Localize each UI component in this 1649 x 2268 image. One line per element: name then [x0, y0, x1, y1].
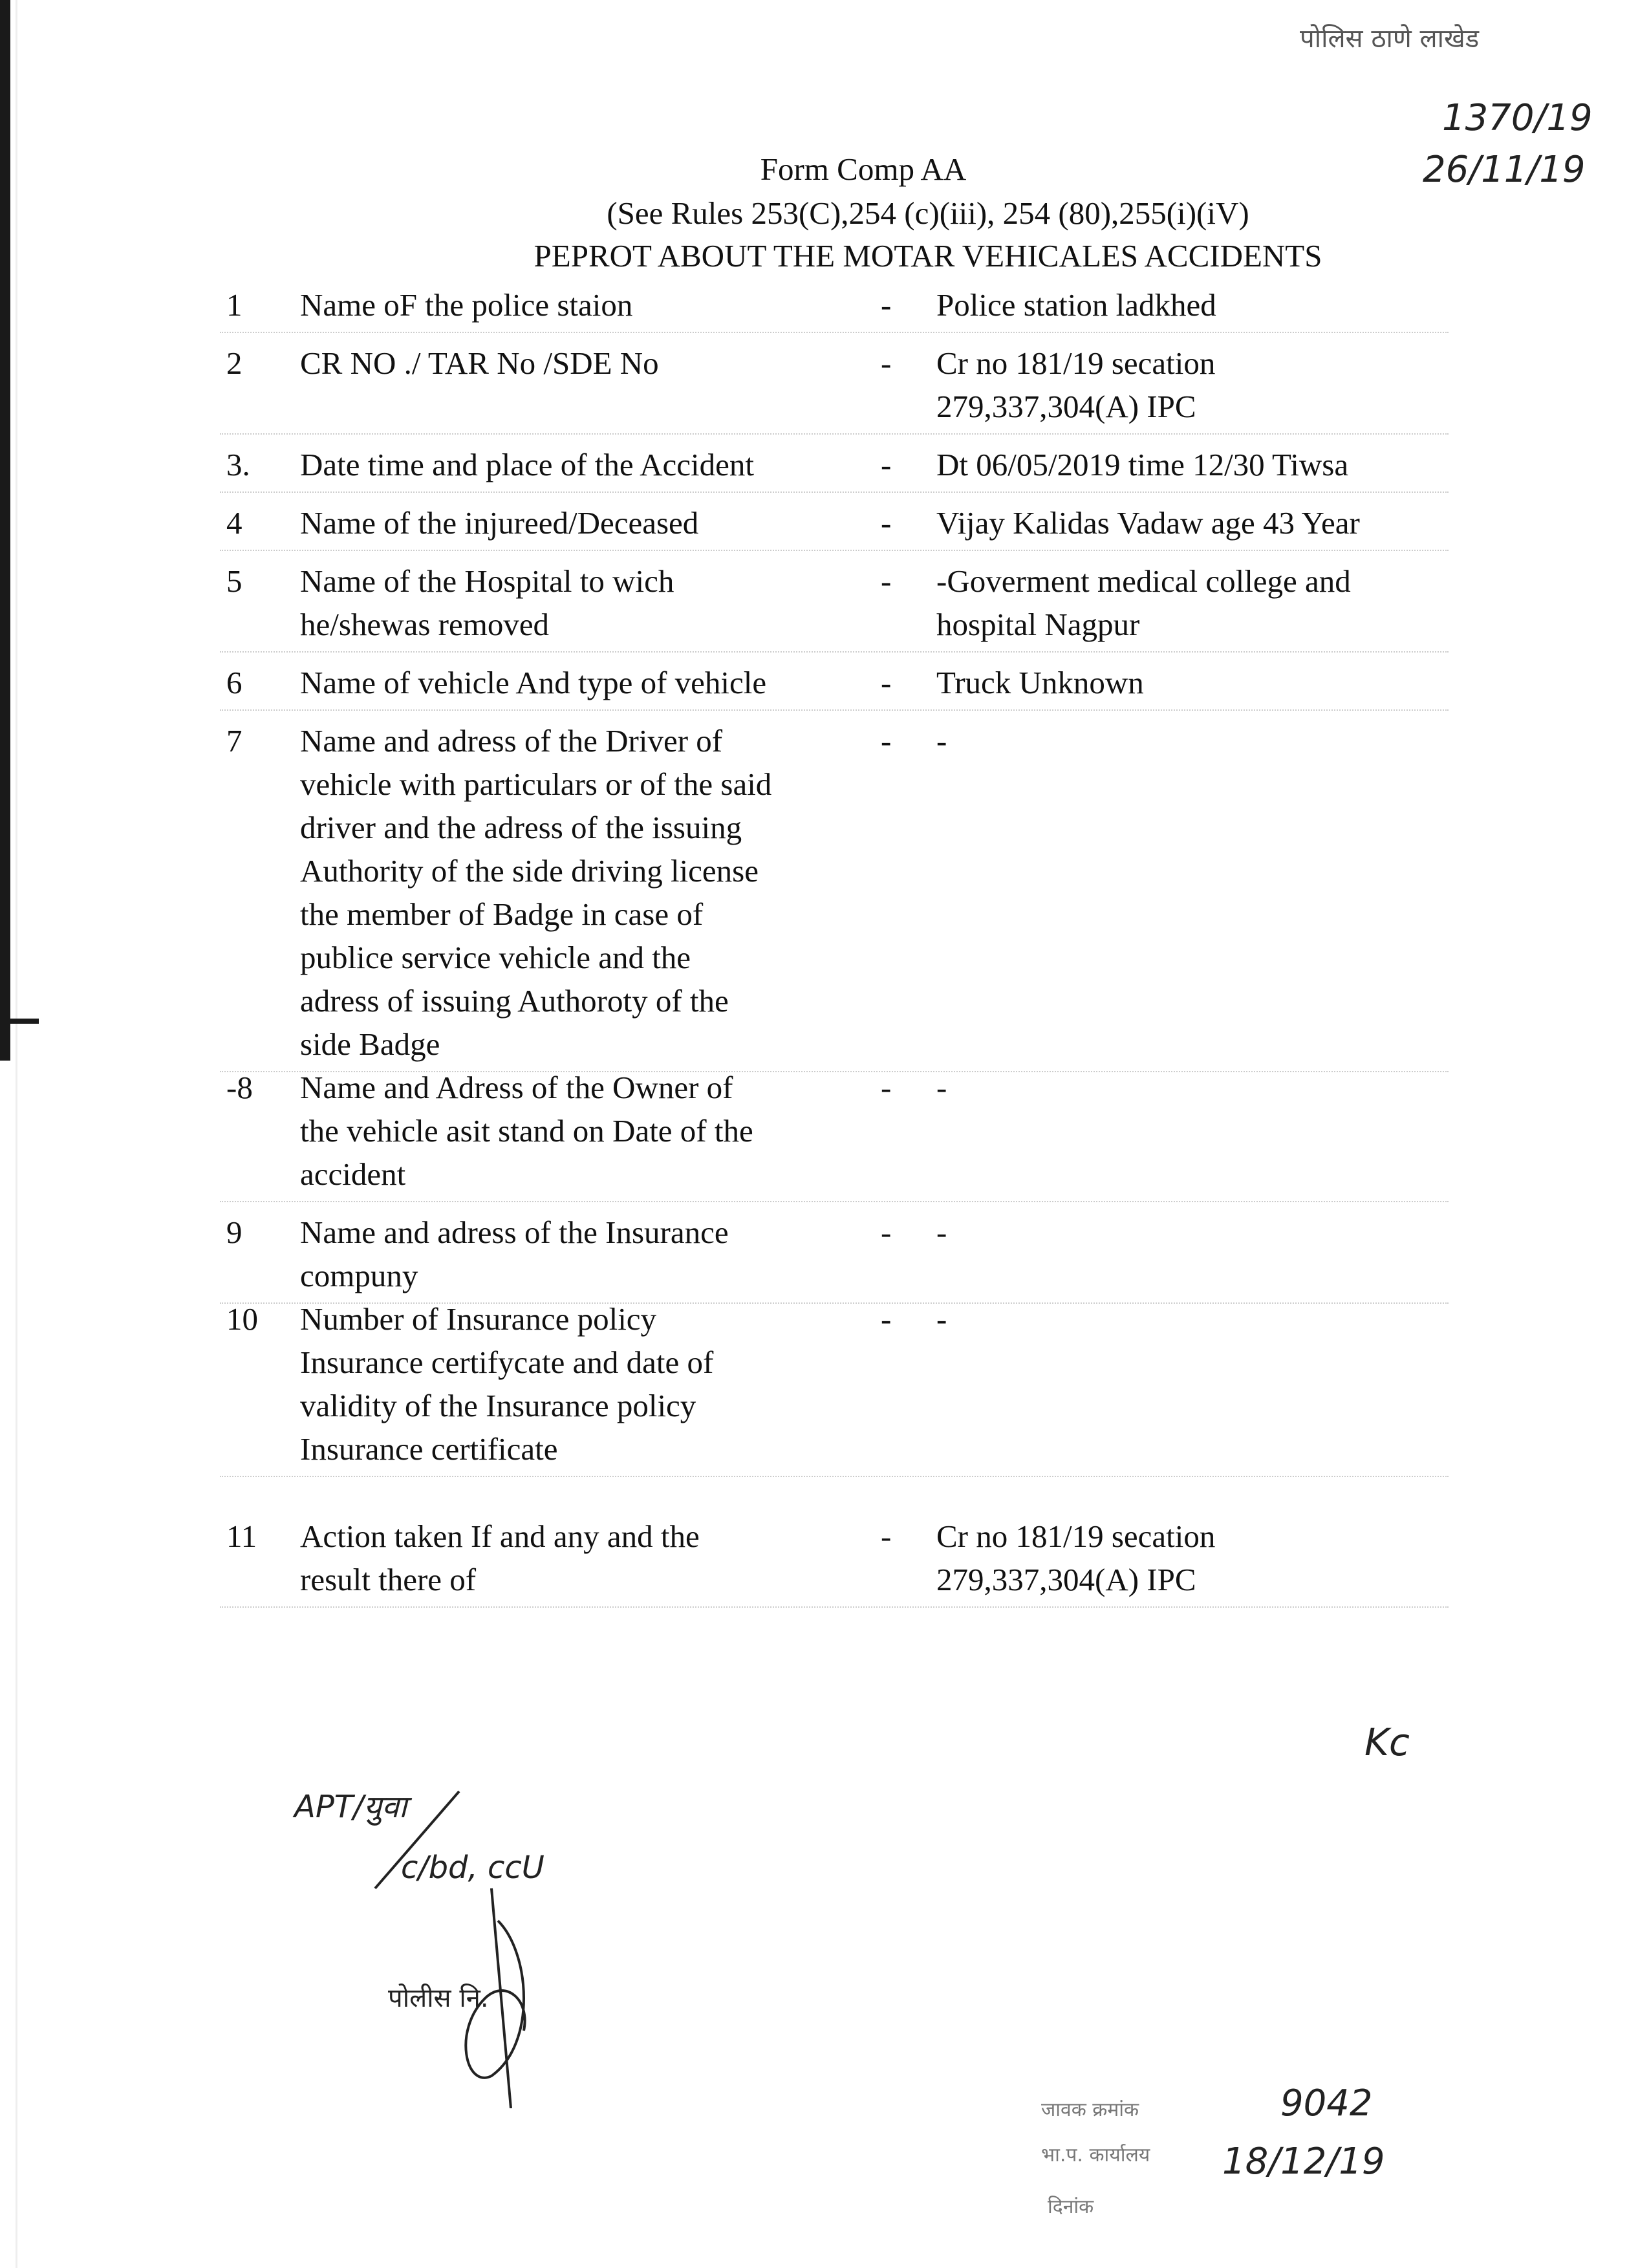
row-dash: - [881, 287, 892, 323]
signature-mark [336, 1785, 582, 2108]
row-label-line: Name of the injureed/Deceased [300, 505, 699, 541]
row-dash: - [881, 447, 892, 482]
form-subject: PEPROT ABOUT THE MOTAR VEHICALES ACCIDENTS [534, 238, 1322, 274]
outward-number: 9042 [1280, 2082, 1373, 2124]
row-number: 7 [226, 723, 242, 759]
row-label-line: accident [300, 1156, 406, 1192]
row-dash: - [881, 723, 892, 759]
outward-stamp-line2: भा.प. कार्यालय [1041, 2144, 1150, 2166]
row-divider [220, 332, 1449, 333]
row-value-line: -Goverment medical college and [936, 563, 1351, 599]
row-value-line: - [936, 1070, 947, 1105]
inward-date: 26/11/19 [1423, 149, 1586, 191]
row-label-line: he/shewas removed [300, 607, 550, 642]
row-value [936, 661, 1518, 704]
row-value [936, 501, 1518, 545]
row-divider [220, 433, 1449, 435]
row-label [300, 1297, 882, 1471]
row-value-line: Truck Unknown [936, 665, 1144, 700]
handwritten-note-line1: APT/युवा [294, 1789, 407, 1825]
outward-date: 18/12/19 [1222, 2141, 1385, 2183]
row-value [936, 1066, 1518, 1109]
row-value [936, 1297, 1518, 1341]
signature-stamp: पोलीस नि. [388, 1983, 489, 2013]
scan-edge-tick [0, 1019, 39, 1024]
row-label-line: side Badge [300, 1026, 440, 1062]
row-dash: - [881, 563, 892, 599]
row-divider [220, 550, 1449, 551]
row-label-line: Insurance certifycate and date of [300, 1345, 714, 1380]
row-label-line: Date time and place of the Accident [300, 447, 755, 482]
row-label-line: CR NO ./ TAR No /SDE No [300, 345, 659, 381]
row-divider [220, 1476, 1449, 1477]
row-value-line: 279,337,304(A) IPC [936, 1562, 1196, 1597]
row-number: 3. [226, 447, 250, 482]
row-label [300, 1211, 882, 1297]
row-number: 5 [226, 563, 242, 599]
row-label-line: the member of Badge in case of [300, 896, 704, 932]
row-number: 10 [226, 1301, 258, 1337]
row-value-line: - [936, 1301, 947, 1337]
row-label-line: publice service vehicle and the [300, 940, 691, 975]
row-label [300, 443, 882, 486]
row-label [300, 719, 882, 1066]
scan-edge-line [16, 0, 17, 2268]
handwritten-note-line2: c/bd, ccU [401, 1850, 544, 1886]
row-value-line: Vijay Kalidas Vadaw age 43 Year [936, 505, 1360, 541]
row-label-line: Name and adress of the Insurance [300, 1215, 729, 1250]
row-dash: - [881, 665, 892, 700]
row-value-line: Police station ladkhed [936, 287, 1216, 323]
outward-stamp-line3: दिनांक [1048, 2196, 1094, 2218]
row-label [300, 559, 882, 646]
row-label-line: Name oF the police staion [300, 287, 633, 323]
row-number: -8 [226, 1070, 253, 1105]
row-number: 6 [226, 665, 242, 700]
row-value-line: 279,337,304(A) IPC [936, 389, 1196, 424]
row-label-line: Action taken If and any and the [300, 1518, 700, 1554]
row-value-line: Dt 06/05/2019 time 12/30 Tiwsa [936, 447, 1349, 482]
row-value-line: - [936, 1215, 947, 1250]
row-value [936, 443, 1518, 486]
outward-stamp-line1: जावक क्रमांक [1041, 2099, 1139, 2121]
row-label-line: Name of vehicle And type of vehicle [300, 665, 767, 700]
row-label [300, 501, 882, 545]
row-number: 1 [226, 287, 242, 323]
form-title: Form Comp AA [760, 151, 967, 187]
row-value [936, 283, 1518, 327]
row-label-line: Insurance certificate [300, 1431, 558, 1467]
row-label-line: validity of the Insurance policy [300, 1388, 696, 1423]
row-dash: - [881, 505, 892, 541]
row-number: 2 [226, 345, 242, 381]
row-label [300, 283, 882, 327]
row-label [300, 661, 882, 704]
row-value-line: - [936, 723, 947, 759]
row-divider [220, 709, 1449, 711]
row-divider [220, 651, 1449, 653]
row-dash: - [881, 1070, 892, 1105]
row-value [936, 1515, 1518, 1601]
row-dash: - [881, 1215, 892, 1250]
row-value-line: hospital Nagpur [936, 607, 1140, 642]
row-number: 9 [226, 1215, 242, 1250]
form-rules: (See Rules 253(C),254 (c)(iii), 254 (80),255(i)(iV) [607, 195, 1249, 231]
row-value [936, 1211, 1518, 1254]
row-dash: - [881, 1301, 892, 1337]
row-label-line: result there of [300, 1562, 477, 1597]
row-divider [220, 1606, 1449, 1608]
row-label [300, 341, 882, 385]
row-label-line: Name of the Hospital to wich [300, 563, 674, 599]
row-label-line: Authority of the side driving license [300, 853, 759, 889]
row-label-line: the vehicle asit stand on Date of the [300, 1113, 753, 1149]
row-value [936, 719, 1518, 762]
row-value [936, 341, 1518, 428]
row-label-line: Number of Insurance policy [300, 1301, 657, 1337]
row-value-line: Cr no 181/19 secation [936, 1518, 1216, 1554]
row-label [300, 1066, 882, 1196]
row-label [300, 1515, 882, 1601]
row-dash: - [881, 345, 892, 381]
inward-number: 1370/19 [1442, 97, 1593, 139]
row-value [936, 559, 1518, 646]
row-label-line: Name and Adress of the Owner of [300, 1070, 733, 1105]
row-number: 11 [226, 1518, 257, 1554]
initials-signature: Kc [1364, 1720, 1410, 1764]
top-stamp-hindi: पोलिस ठाणे लाखेड [1300, 24, 1480, 54]
row-number: 4 [226, 505, 242, 541]
row-label-line: adress of issuing Authoroty of the [300, 983, 729, 1019]
row-label-line: compuny [300, 1258, 418, 1293]
row-label-line: vehicle with particulars or of the said [300, 766, 772, 802]
row-divider [220, 1201, 1449, 1202]
row-value-line: Cr no 181/19 secation [936, 345, 1216, 381]
row-divider [220, 491, 1449, 493]
scan-edge-bar [0, 0, 10, 1061]
row-label-line: driver and the adress of the issuing [300, 810, 742, 845]
row-label-line: Name and adress of the Driver of [300, 723, 723, 759]
row-dash: - [881, 1518, 892, 1554]
